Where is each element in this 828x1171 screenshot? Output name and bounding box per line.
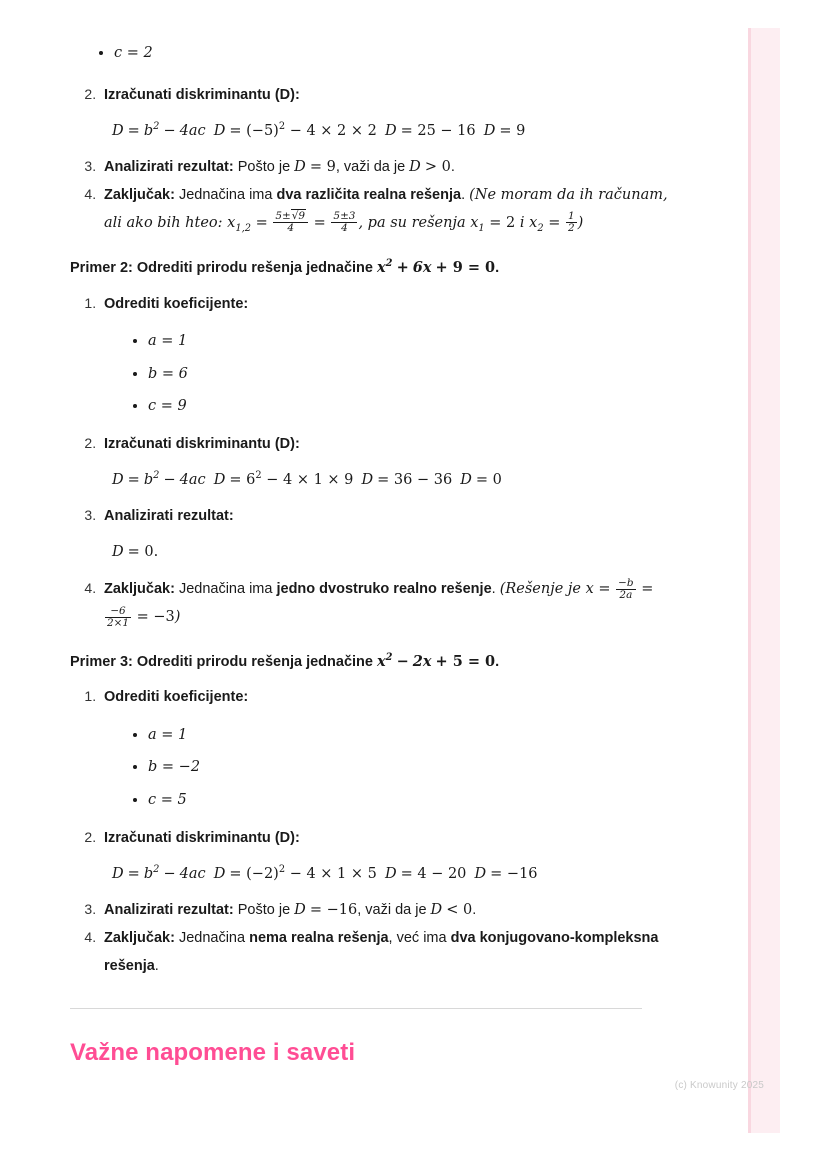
step-conclusion [100,924,670,981]
step-label: Zaključak: [104,186,175,203]
conclusion-lead: Jednačina [178,929,246,946]
footer-credit: (c) Knowunity 2025 [674,1080,764,1091]
conclusion-period: . [154,957,159,974]
page-right-edge-line [748,28,751,1133]
example3-heading-text: Primer 3: Odrediti prirodu rešenja jednačine [70,653,373,670]
equation-discriminant: $D = b^2 - 4ac$ $D = (-2)^2 - 4 \times 1 \times 5$ D = 4 − 20 D = −16 [112,863,538,882]
step-analyze-result [100,897,670,923]
coefficient-item: • c = 2 [114,40,670,66]
equation-discriminant: $D = b^2 - 4ac$ $D = (-5)^2 - 4 \times 2 \times 2$ D = 25 − 16 D = 9 [112,120,526,139]
example2-heading-text: Primer 2: Odrediti prirodu rešenja jednačine [70,259,373,276]
step-conclusion-text [104,181,670,238]
example2-heading: Primer 2: Odrediti prirodu rešenja jednačine $x^2 + 6x + 9 = 0$. [70,258,500,276]
list-item: • c = 9 [148,390,670,423]
step-calculate-discriminant [100,431,670,494]
equation-discriminant: $D = b^2 - 4ac$ $D = 6^2 - 4 \times 1 \times 9$ D = 36 − 36 D = 0 [112,470,502,489]
step-label: Odrediti koeficijente: [104,295,249,312]
coefficient-list [104,719,670,817]
document-content [70,40,670,1067]
list-item [70,40,670,66]
step-conclusion-text [104,924,670,981]
conclusion-note: (Rešenje je x = $\frac{-b}{2a}$ = $\frac{-6}{2\times 1}$ = −3) [107,576,654,629]
step-determine-coefficients [100,684,670,816]
step-label: Zaključak: [104,581,175,598]
example3-heading: Primer 3: Odrediti prirodu rešenja jednačine $x^2 - 2x + 5 = 0$. [70,651,500,670]
step-text: Pošto je D = 9, važi da je D > 0. [237,159,455,176]
example1-steps [70,82,670,238]
example3-steps [70,684,670,980]
step-conclusion [100,575,670,632]
step-label: Odrediti koeficijente: [104,689,249,706]
conclusion-highlight: dva različita realna rešenja [276,186,462,203]
step-conclusion [100,181,670,238]
equation-result: D = 0. [112,543,159,560]
conclusion-middle: , već ima [388,929,447,946]
section-title: Važne napomene i saveti [70,1039,356,1067]
list-item: • b = 6 [148,358,670,391]
step-label: Izračunati diskriminantu (D): [104,435,300,452]
conclusion-period: . [461,186,466,203]
conclusion-highlight: jedno dvostruko realno rešenje [276,581,492,598]
step-analyze-result [100,154,670,180]
conclusion-highlight-b: dva konjugovano-kompleksna rešenja [104,929,659,974]
step-conclusion-text [104,575,670,632]
step-label: Izračunati diskriminantu (D): [104,86,300,103]
example2-steps [70,291,670,632]
list-item: • c = 5 [148,784,670,817]
conclusion-period: . [491,581,496,598]
list-item: • a = 1 [148,719,670,752]
step-calculate-discriminant [100,82,670,145]
conclusion-lead: Jednačina ima [178,581,273,598]
section-divider [70,1008,642,1009]
list-item: • a = 1 [148,325,670,358]
step-determine-coefficients [100,291,670,423]
conclusion-lead: Jednačina ima [178,186,273,203]
step-label: Analizirati rezultat: [104,508,234,525]
step-label: Analizirati rezultat: [104,159,234,176]
conclusion-note: (Ne moram da ih računam, ali ako bih hteo: $x_{1,2}$ = $\frac{5\pm√9}{4}$ = $\frac{5\pm 3}{4}$ , pa su rešenja $x_1 = 2$ i $x_2$ = $\frac{1}{2}$ ) [104,186,668,235]
step-text: Pošto je D = −16, važi da je D < 0. [237,902,477,919]
conclusion-highlight-a: nema realna rešenja [249,929,389,946]
step-label: Zaključak: [104,929,175,946]
document-page [48,28,748,1133]
page-right-margin-strip [748,28,780,1133]
step-analyze-result [100,503,670,565]
step-label: Analizirati rezultat: [104,902,234,919]
step-label: Izračunati diskriminantu (D): [104,829,300,846]
list-item: • b = −2 [148,751,670,784]
step-calculate-discriminant [100,825,670,888]
coefficient-list [104,325,670,423]
